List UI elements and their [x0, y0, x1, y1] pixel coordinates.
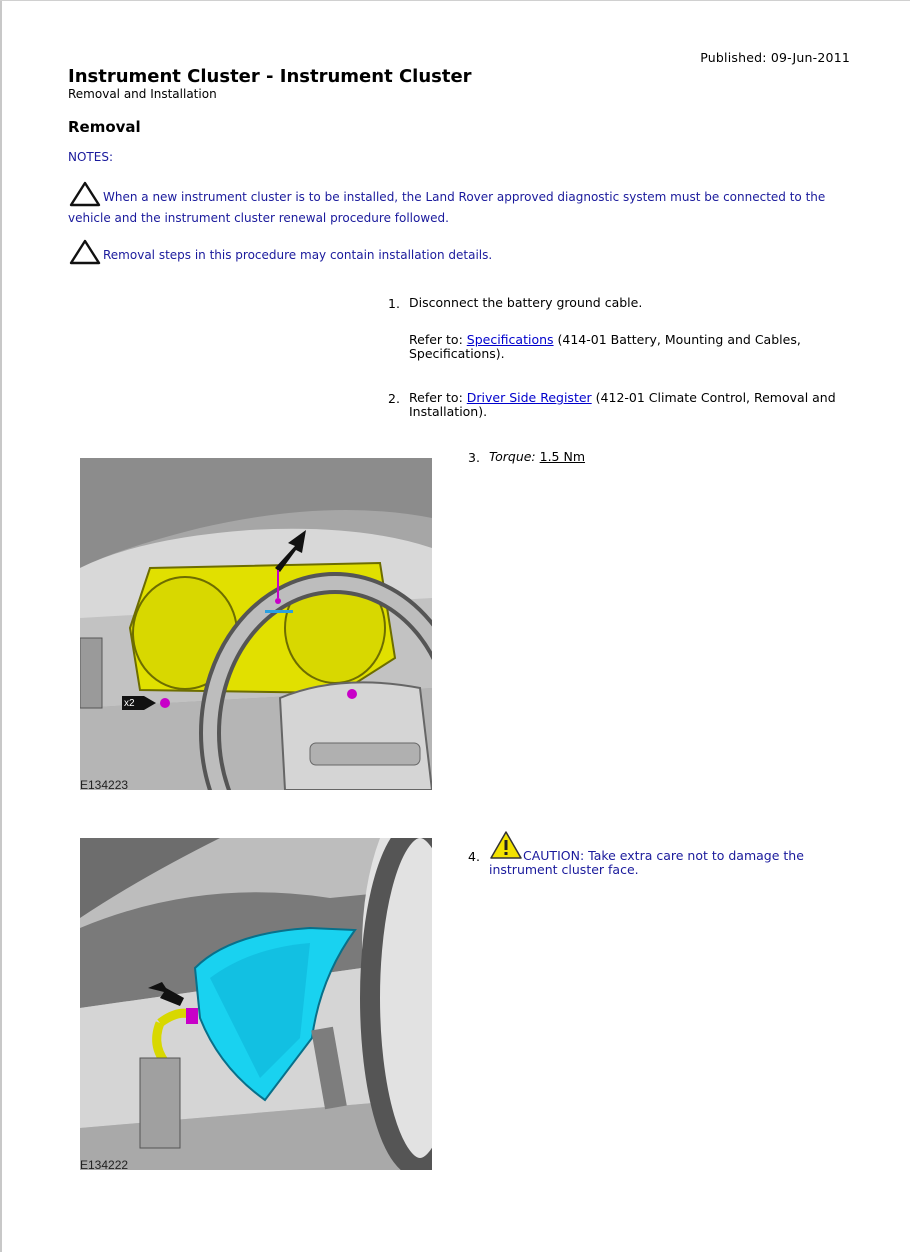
step-3-number: 3.	[468, 450, 480, 465]
note-2	[68, 238, 848, 269]
page-subtitle: Removal and Installation	[68, 87, 217, 101]
figure-instrument-cluster-connector	[80, 838, 432, 1170]
page-border-left	[0, 0, 2, 1252]
step-4-caution: CAUTION: Take extra care not to damage the instrument cluster face.	[489, 848, 804, 877]
refer-prefix: Refer to:	[409, 390, 467, 405]
step-1-reference	[409, 333, 849, 361]
step-1-text: Disconnect the battery ground cable.	[409, 295, 643, 310]
section-heading: Removal	[68, 118, 141, 136]
torque-value: 1.5 Nm	[539, 449, 586, 464]
note-1	[68, 180, 848, 225]
step-1-number: 1.	[388, 296, 400, 311]
step-3-torque	[489, 450, 585, 464]
specifications-link[interactable]: Specifications	[466, 332, 554, 347]
callout-x2: x2	[124, 698, 135, 709]
page-title: Instrument Cluster - Instrument Cluster	[68, 66, 472, 87]
notes-label: NOTES:	[68, 150, 113, 164]
figure-1-label: E134223	[80, 778, 129, 792]
published-date: Published: 09-Jun-2011	[700, 50, 850, 65]
note-1-text: When a new instrument cluster is to be installed, the Land Rover approved diagnostic system must be connected to the vehicle and the instrument cluster renewal procedure followed.	[68, 190, 826, 225]
note-2-text: Removal steps in this procedure may contain installation details.	[103, 248, 493, 262]
warning-triangle-icon	[68, 238, 102, 269]
refer-suffix: (412-01 Climate Control, Removal and Installation).	[409, 390, 836, 419]
step-2-reference	[409, 391, 849, 419]
figure-2-label: E134222	[80, 1158, 129, 1172]
step-2-number: 2.	[388, 391, 400, 406]
step-4-number: 4.	[468, 849, 480, 864]
warning-triangle-icon	[68, 180, 102, 211]
torque-label: Torque:	[489, 449, 536, 464]
page-border-top	[0, 0, 910, 1]
refer-suffix: (414-01 Battery, Mounting and Cables, Specifications).	[409, 332, 801, 361]
figure-instrument-cluster-screws	[80, 458, 432, 790]
driver-side-register-link[interactable]: Driver Side Register	[466, 390, 592, 405]
refer-prefix: Refer to:	[409, 332, 467, 347]
